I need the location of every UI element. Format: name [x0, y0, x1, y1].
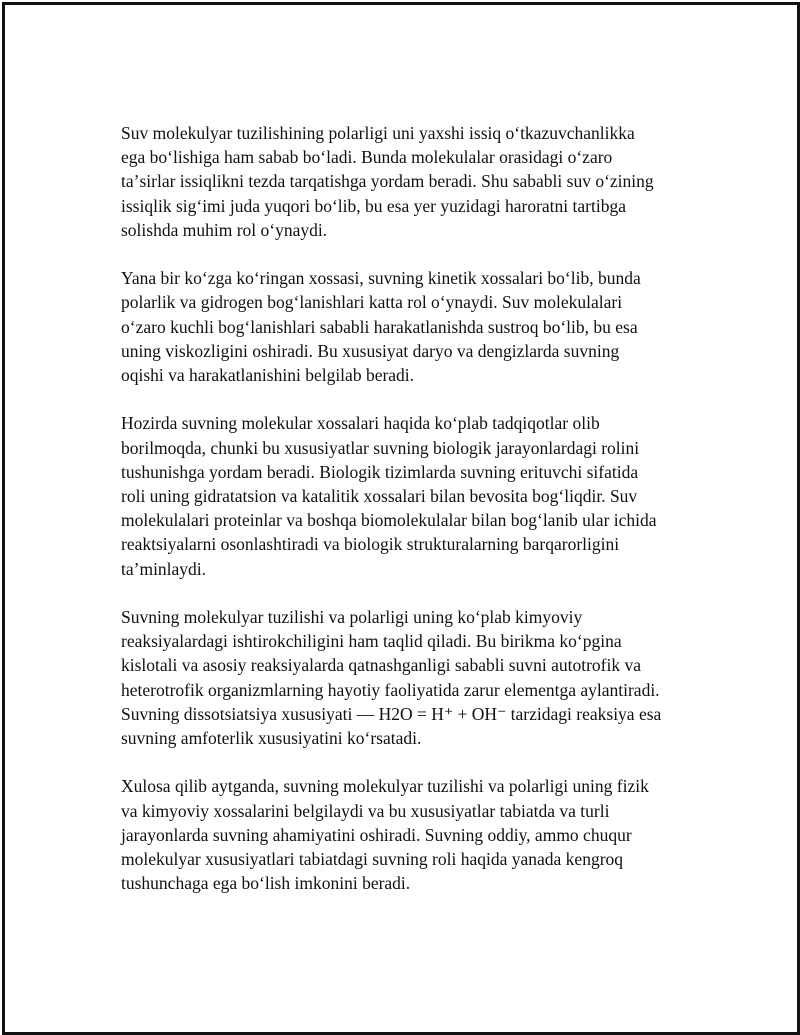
paragraph-3 [121, 411, 701, 580]
text-line: Suvning dissotsiatsiya xususiyati — H2O = H⁺ + OH⁻ tarzidagi reaksiya esa [121, 703, 662, 724]
text-line: roli uning gidratatsion va katalitik xossalari bilan bevosita bogʻliqdir. Suv [121, 486, 638, 507]
text-line: Suv molekulyar tuzilishining polarligi uni yaxshi issiq oʻtkazuvchanlikka [121, 123, 635, 143]
text-line: jarayonlarda suvning ahamiyatini oshiradi. Suvning oddiy, ammo chuqur [121, 824, 632, 845]
text-line: uning viskozligini oshiradi. Bu xususiyat daryo va dengizlarda suvning [121, 340, 620, 361]
text-line: molekulalari proteinlar va boshqa biomolekulalar bilan bogʻlanib ular ichida [121, 510, 657, 531]
text-line: borilmoqda, chunki bu xususiyatlar suvning biologik jarayonlardagi rolini [121, 437, 640, 458]
text-line: Suvning molekulyar tuzilishi va polarligi uning koʻplab kimyoviy [121, 607, 583, 628]
text-line: Xulosa qilib aytganda, suvning molekulyar tuzilishi va polarligi uning fizik [121, 776, 649, 797]
text-line: ega boʻlishiga ham sabab boʻladi. Bunda molekulalar orasidagi oʻzaro [121, 147, 613, 168]
text-line: Hozirda suvning molekular xossalari haqida koʻplab tadqiqotlar olib [121, 413, 600, 434]
text-line: oʻzaro kuchli bogʻlanishlari sababli harakatlanishda sustroq boʻlib, bu esa [121, 316, 638, 337]
paragraph-5 [121, 774, 701, 895]
text-line: polarlik va gidrogen bogʻlanishlari katta rol oʻynaydi. Suv molekulalari [121, 292, 623, 313]
text-line: molekulyar xususiyatlari tabiatdagi suvning roli haqida yanada kengroq [121, 849, 624, 870]
paragraph-1 [121, 121, 701, 242]
text-line: suvning amfoterlik xususiyatini koʻrsatadi. [121, 728, 422, 749]
text-line: issiqlik sigʻimi juda yuqori boʻlib, bu esa yer yuzidagi haroratni tartibga [121, 195, 626, 216]
text-line: Yana bir koʻzga koʻringan xossasi, suvning kinetik xossalari boʻlib, bunda [121, 268, 641, 289]
document-page [2, 2, 800, 1035]
paragraph-4 [121, 605, 701, 750]
text-line: va kimyoviy xossalarini belgilaydi va bu xususiyatlar tabiatda va turli [121, 800, 610, 821]
text-line: heterotrofik organizmlarning hayotiy faoliyatida zarur elementga aylantiradi. [121, 679, 660, 700]
text-line: tushunchaga ega boʻlish imkonini beradi. [121, 873, 411, 894]
text-line: reaktsiyalarni osonlashtiradi va biologik strukturalarning barqarorligini [121, 534, 620, 555]
text-line: taʼminlaydi. [121, 558, 207, 579]
text-line: tushunishga yordam beradi. Biologik tizimlarda suvning erituvchi sifatida [121, 461, 639, 482]
paragraph-2 [121, 266, 701, 387]
text-line: taʼsirlar issiqlikni tezda tarqatishga yordam beradi. Shu sababli suv oʻzining [121, 171, 654, 192]
text-line: solishda muhim rol oʻynaydi. [121, 219, 328, 240]
document-body [121, 121, 701, 920]
text-line: oqishi va harakatlanishini belgilab beradi. [121, 365, 415, 386]
text-line: reaksiyalardagi ishtirokchiligini ham taqlid qiladi. Bu birikma koʻpgina [121, 631, 622, 652]
text-line: kislotali va asosiy reaksiyalarda qatnashganligi sababli suvni autotrofik va [121, 655, 642, 676]
